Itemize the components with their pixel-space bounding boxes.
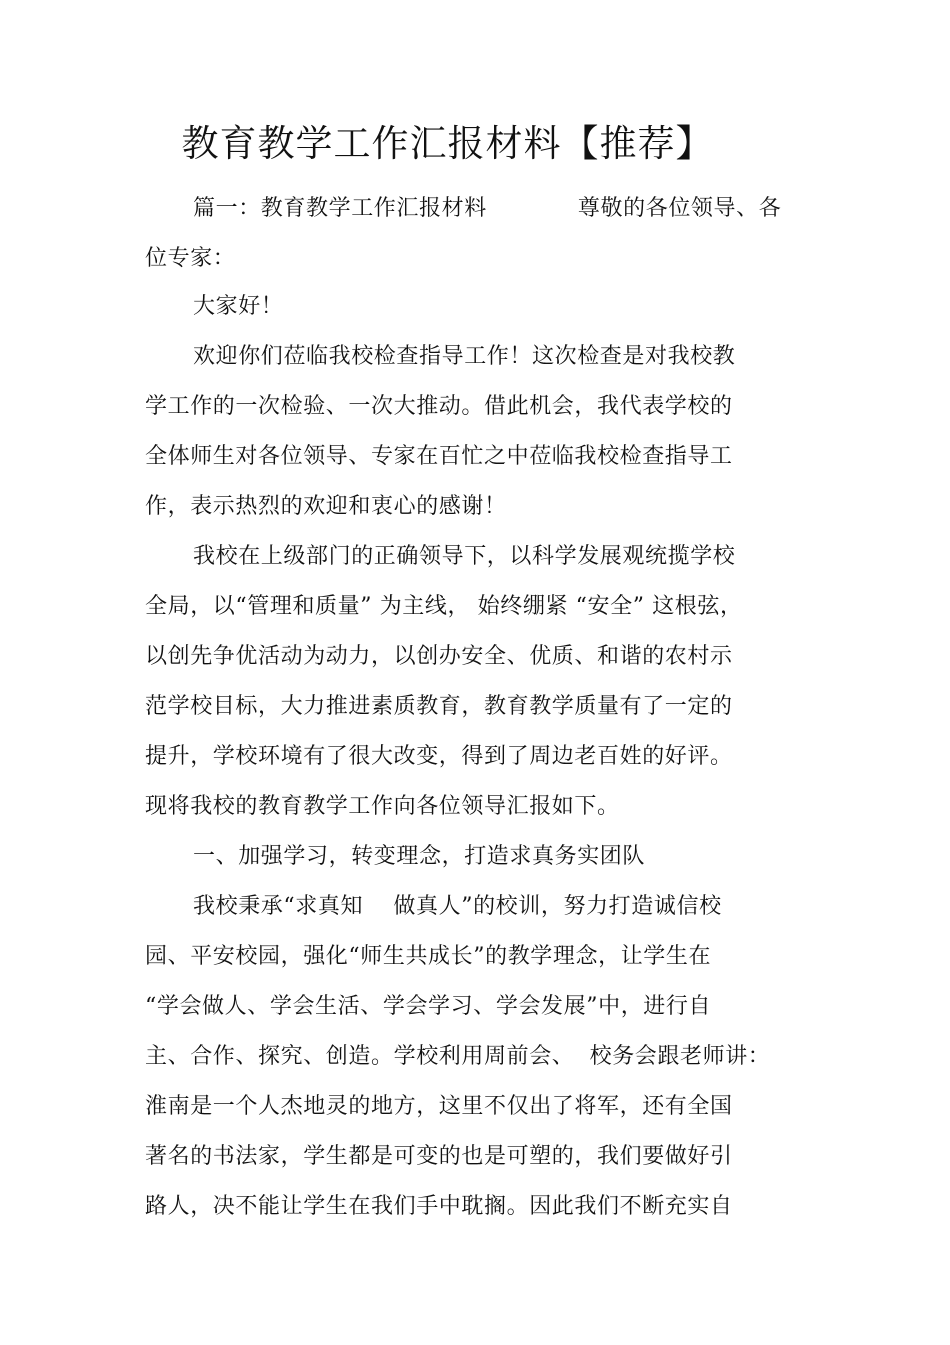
text-line: 园、平安校园，强化“师生共成长”的教学理念，让学生在 [145,944,712,969]
text-line: 大家好！ [193,294,284,319]
text-line: 作，表示热烈的欢迎和衷心的感谢！ [145,494,507,519]
text-line: 提升，学校环境有了很大改变，得到了周边老百姓的好评。 [145,744,733,769]
text-line: 全局，以“管理和质量” 为主线， 始终绷紧 “安全” 这根弦， [145,594,743,619]
text-line: 欢迎你们莅临我校检查指导工作！这次检查是对我校教 [193,344,736,369]
text-line: 主、合作、探究、创造。学校利用周前会、 校务会跟老师讲： [145,1044,771,1069]
text-line: “学会做人、学会生活、学会学习、学会发展”中，进行自 [145,994,712,1019]
text-line: 位专家： [145,246,236,271]
text-line: 学工作的一次检验、一次大推动。借此机会，我代表学校的 [145,394,733,419]
text-line: 淮南是一个人杰地灵的地方，这里不仅出了将军，还有全国 [145,1094,733,1119]
text-line: 篇一：教育教学工作汇报材料 尊敬的各位领导、各 [193,196,782,221]
text-line: 我校秉承“求真知 做真人”的校训，努力打造诚信校 [193,894,722,919]
text-line: 路人，决不能让学生在我们手中耽搁。因此我们不断充实自 [145,1194,733,1219]
text-line: 以创先争优活动为动力，以创办安全、优质、和谐的农村示 [145,644,733,669]
document-title: 教育教学工作汇报材料【推荐】 [181,122,714,165]
text-line: 范学校目标，大力推进素质教育，教育教学质量有了一定的 [145,694,733,719]
text-line: 现将我校的教育教学工作向各位领导汇报如下。 [145,794,620,819]
section-heading: 一、加强学习，转变理念，打造求真务实团队 [193,844,646,869]
text-line: 我校在上级部门的正确领导下，以科学发展观统揽学校 [193,544,736,569]
text-line: 全体师生对各位领导、专家在百忙之中莅临我校检查指导工 [145,444,733,469]
text-line: 著名的书法家，学生都是可变的也是可塑的，我们要做好引 [145,1144,733,1169]
